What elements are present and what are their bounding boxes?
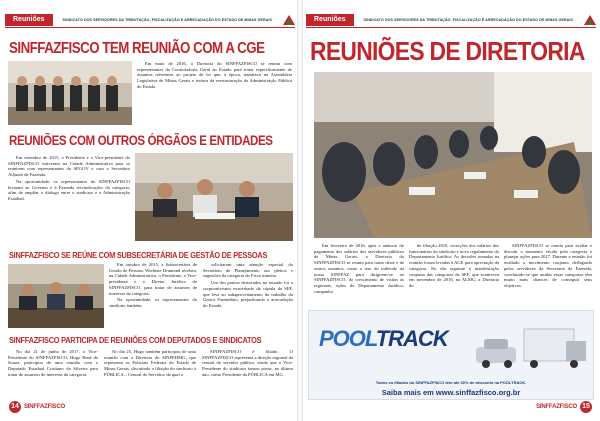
cge-text: Em maio de 2016, a Diretoria do SINFFAZFISCO se reuniu com representantes da Controladoria Geral do Estado para tratar especificamente de assuntos referentes ao projeto de lei que, à época, tramitava na Assembleia Legislativa de Minas Gerais e tratava da reestruturação da Administração Pública do Estado. (137, 61, 292, 89)
deputados-text-col1: No dia 21 de junho de 2017, o Vice-Presidente do SINFFAZFISCO, Hugo René de Souza, participou de uma reunião com o Deputado Estadual Cristiano da Silveira para tratar de assuntos de interesse da categoria. (8, 349, 98, 377)
diretoria-text-col1: Em fevereiro de 2016, após o anúncio do pagamento dos salários dos servidores públicos de Minas Gerais, a Diretoria do SINFFAZFISCO se reuniu para tratar deste e de outros assuntos, como o teor do indevido da nossa SINFFAZ para dirigirem-se ao SINFFAZFISCO, do crescimento de visitas às regionais, ações do Departamento Jurídico, campanha (314, 243, 404, 294)
deputados-text-col2: No dia 25, Hugo também participou de uma reunião com a Diretoria do SINFEHMG, que representa os Policiais Federais do Estado de Minas Gerais, discutindo a filiação do sindicato à PÚBLICA – Central do Servidor, da qual o (104, 349, 196, 377)
cge-title: SINFFAZFISCO TEM REUNIÃO COM A CGE (9, 40, 265, 57)
diretoria-text-col2: de filiação 2016, correções dos salários dos funcionários do sindicato e novo regulamento do Departamento Jurídico. As decisões tomadas na reunião foram levadas à AGE para apreciação da categoria. No dia seguinte à manifestação conjunta das categorias da SEF, que aconteceu em novembro de 2016, na ALMG, a Diretoria do (409, 243, 499, 288)
diretoria-meeting-photo (314, 72, 592, 238)
gestao-text-col2: solicitaram uma atenção especial do Secretário de Planejamento aos pleitos e sugestões da categoria do Fisco mineiro. Um dos pontos destacados na reunião foi o corporativismo exacerbado da cúpula da SEF, que leva ao subaproveitamento do trabalho do Gestor Fazendário, prejudicando a arrecadação do Estado. (203, 262, 293, 308)
triangle-logo-icon (283, 15, 295, 25)
page-number: 14 (9, 401, 21, 413)
footer-logo: SINFFAZFISCO (24, 404, 65, 410)
header-rule (306, 27, 596, 28)
section-tag: Reuniões (306, 14, 354, 26)
gestao-meeting-photo (8, 264, 104, 328)
spread-gutter (297, 0, 303, 421)
cge-meeting-photo (8, 61, 132, 125)
footer-logo: SINFFAZFISCO (536, 404, 577, 410)
triangle-logo-icon (584, 15, 596, 25)
pooltrack-ad[interactable] (308, 310, 594, 400)
ad-cta-link[interactable]: Saiba mais em www.sinffazfisco.org.br (381, 388, 521, 397)
diretoria-title: REUNIÕES DE DIRETORIA (310, 36, 585, 66)
deputados-title: SINFFAZFISCO PARTICIPA DE REUNIÕES COM DEPUTADOS E SINDICATOS (9, 335, 262, 345)
left-footer (9, 401, 65, 413)
deputados-text-col3: SINFFAZFISCO é filiado. O SINFFAZFISCO representa a direção regional da central do servidor público, sendo que o Vice-Presidente do sindicato tomou posse, no último ano, como Presidente da PÚBLICA em MG. (202, 349, 293, 377)
right-header (306, 14, 596, 26)
outros-text: Em setembro de 2015, o Presidente e o Vice-presidente do SINFFAZFISCO estiveram na Cidade Administrativa para se reunirem com representantes da SEGOV e com o Secretário Adjunto de Fazenda. Na oportunidade, os representantes do SINFFAZFISCO levaram ao Governo e à Fazenda reivindicações da categoria, afim de ampliar o diálogo entre o sindicato e a Administração Estadual. (8, 155, 130, 201)
page-number: 15 (580, 401, 592, 413)
diretoria-text-col3: SINFFAZFISCO se reuniu para avaliar e discutir o momento vivido pela categoria e planejar ações para 2017. Durante a reunião foi avaliado o movimento conjunto deflagrado pelos servidores da Secretaria de Fazenda, concluindo-se que unidas essas categorias têm muito mais chances de conseguir seus objetivos. (504, 243, 592, 288)
gestao-title: SINFFAZFISCO SE REÚNE COM SUBSECRETÁRIA DE GESTÃO DE PESSOAS (9, 250, 268, 260)
right-page (306, 0, 596, 421)
left-page (5, 0, 295, 421)
outros-title: REUNIÕES COM OUTROS ÓRGÃOS E ENTIDADES (9, 133, 273, 148)
header-rule (5, 27, 295, 28)
header-org: SINDICATO DOS SERVIDORES DA TRIBUTAÇÃO, FISCALIZAÇÃO E ARRECADAÇÃO DO ESTADO DE MINAS GERAIS (62, 18, 272, 22)
pooltrack-logo: POOLTRACK (319, 326, 448, 351)
section-tag: Reuniões (5, 14, 53, 26)
vehicles-icon (474, 321, 589, 373)
header-org: SINDICATO DOS SERVIDORES DA TRIBUTAÇÃO, FISCALIZAÇÃO E ARRECADAÇÃO DO ESTADO DE MINAS GERAIS (363, 18, 573, 22)
right-footer (536, 401, 592, 413)
ad-strap: Todos os filiados do SINFFAZFISCO têm até 30% de desconto na POOLTRACK. (375, 380, 527, 385)
gestao-text-col1: Em outubro de 2015, a Subsecretária de Gestão de Pessoas, Wieliene Drumond recebeu, na Cidade Administrativa, o Presidente, o Vice-presidente e o Diretor Jurídico do SINFFAZFISCO, para tratar de assuntos de interesse da categoria. Na oportunidade, os representantes do sindicato também (109, 262, 197, 308)
outros-meeting-photo (135, 153, 293, 241)
left-header (5, 14, 295, 26)
